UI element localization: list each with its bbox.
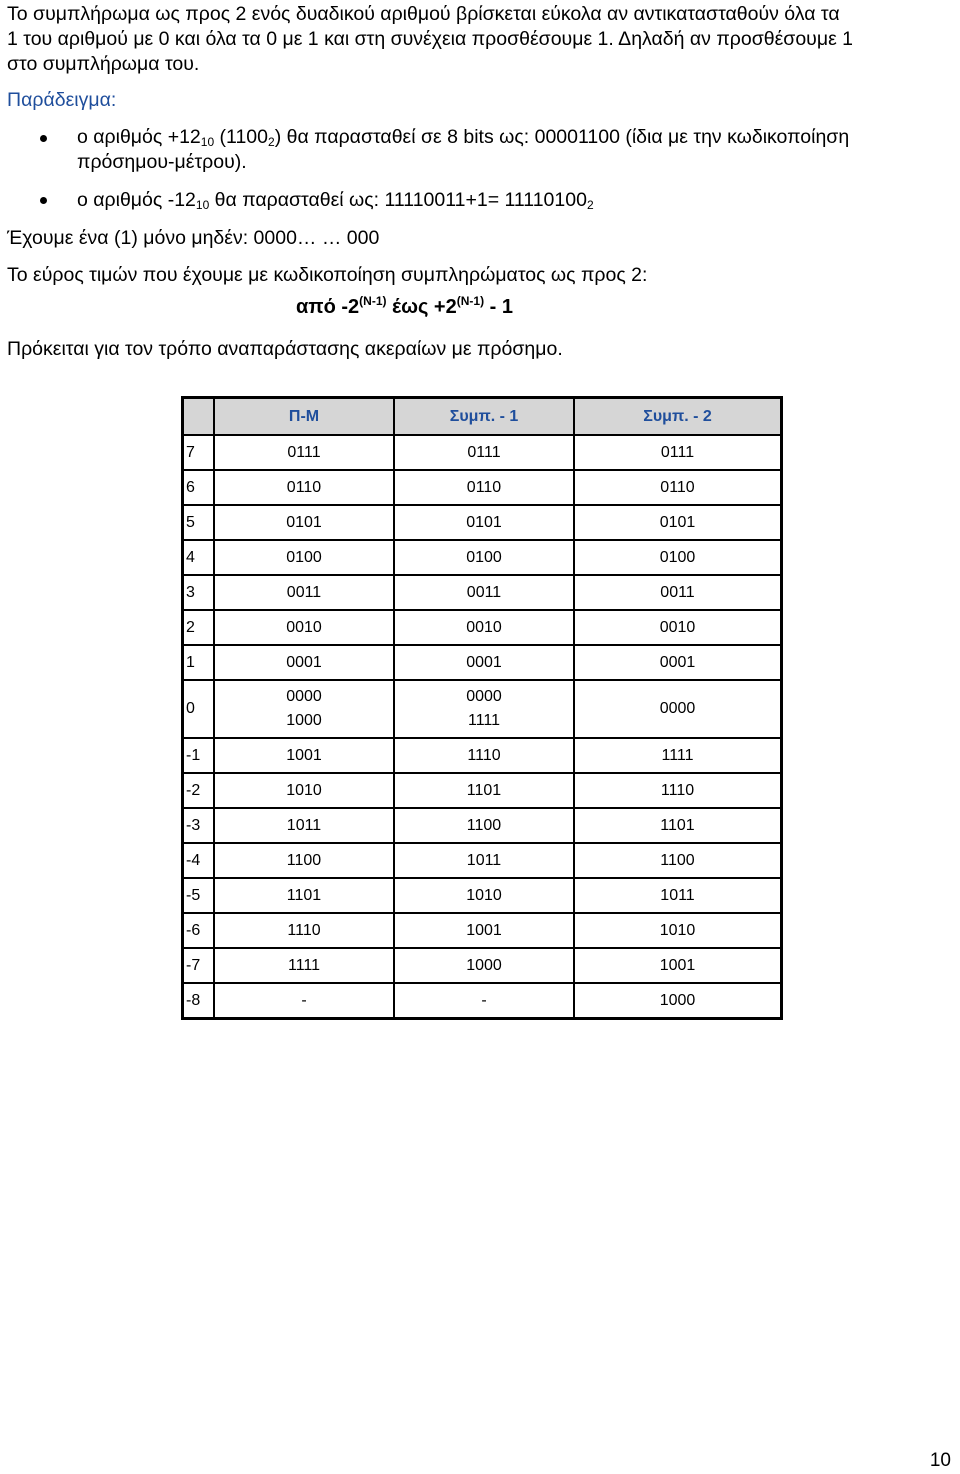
table-cell: [214, 680, 394, 738]
table-row: [183, 435, 782, 470]
table-cell: 1110: [574, 773, 782, 808]
table-cell: [394, 680, 574, 738]
bullet1-subscript-base10: 10: [200, 135, 215, 149]
table-cell: 0001: [214, 645, 394, 680]
table-header-cell: Συμπ. - 2: [574, 398, 782, 436]
table-row: [183, 505, 782, 540]
table-cell: 0001: [574, 645, 782, 680]
table-cell: 0010: [574, 610, 782, 645]
intro-line-1: Το συμπλήρωμα ως προς 2 ενός δυαδικού αριθμού βρίσκεται εύκολα αν αντικατασταθούν όλα τα: [7, 3, 840, 25]
table-row: [183, 680, 782, 738]
formula-exponent-1: (N-1): [359, 294, 387, 308]
table-cell-line: 0000: [286, 688, 322, 705]
example-label: Παράδειγμα:: [7, 89, 117, 111]
table-cell: 0101: [214, 505, 394, 540]
table-cell: -: [394, 983, 574, 1019]
table-cell: 1000: [574, 983, 782, 1019]
table-cell: 0101: [394, 505, 574, 540]
table-body: [183, 398, 782, 1019]
table-row: [183, 878, 782, 913]
table-cell: 1110: [394, 738, 574, 773]
table-cell: 0000: [574, 680, 782, 738]
table-cell: 1110: [214, 913, 394, 948]
table-header-cell: Συμπ. - 1: [394, 398, 574, 436]
range-line: Το εύρος τιμών που έχουμε με κωδικοποίηση συμπληρώματος ως προς 2:: [7, 264, 648, 286]
table-cell: 1100: [574, 843, 782, 878]
table-cell-line: 1000: [286, 712, 322, 729]
single-zero-line: Έχουμε ένα (1) μόνο μηδέν: 0000… … 000: [7, 227, 380, 249]
bullet-item-1-continuation: πρόσημου-μέτρου).: [77, 151, 247, 173]
table-cell: 1011: [574, 878, 782, 913]
table-cell: 0010: [214, 610, 394, 645]
table-row: [183, 470, 782, 505]
table-cell: 1111: [574, 738, 782, 773]
table-cell: 1100: [214, 843, 394, 878]
table-cell: 1101: [394, 773, 574, 808]
table-row: [183, 808, 782, 843]
table-cell: 0011: [394, 575, 574, 610]
table-cell-line: 1111: [467, 712, 501, 729]
table-cell: 1001: [574, 948, 782, 983]
table-row-value: -6: [183, 913, 215, 948]
table-row: [183, 983, 782, 1019]
table-row-value: 5: [183, 505, 215, 540]
table-row-value: 1: [183, 645, 215, 680]
table-cell: 1010: [394, 878, 574, 913]
table-row: [183, 610, 782, 645]
table-cell: 0100: [394, 540, 574, 575]
formula-part-2: έως +2: [386, 296, 457, 318]
table-row: [183, 948, 782, 983]
table-header-cell: Π-Μ: [214, 398, 394, 436]
table-cell: 0100: [214, 540, 394, 575]
formula-part-1: από -2: [296, 296, 360, 318]
table-cell: 0011: [574, 575, 782, 610]
table-row-value: 6: [183, 470, 215, 505]
bullet2-subscript-base10: 10: [195, 198, 210, 212]
range-formula: [296, 296, 513, 319]
table-cell: 1101: [214, 878, 394, 913]
table-row-value: -7: [183, 948, 215, 983]
table-cell: 0110: [214, 470, 394, 505]
table-cell: 0111: [394, 435, 574, 470]
formula-part-3: - 1: [484, 296, 513, 318]
table-row-value: -3: [183, 808, 215, 843]
table-cell: 0010: [394, 610, 574, 645]
table-cell: 1011: [214, 808, 394, 843]
table-cell: 1101: [574, 808, 782, 843]
bullet1-text-mid: (1100: [214, 126, 268, 148]
table-cell: 1001: [214, 738, 394, 773]
table-cell: 0110: [574, 470, 782, 505]
table-cell: 1000: [394, 948, 574, 983]
bullet-item-2: [77, 188, 594, 212]
table-header-row: [183, 398, 782, 436]
table-row-value: -2: [183, 773, 215, 808]
formula-exponent-2: (N-1): [456, 294, 485, 308]
table-row-value: 0: [183, 680, 215, 738]
table-row: [183, 540, 782, 575]
table-cell: -: [214, 983, 394, 1019]
table-cell: 1010: [214, 773, 394, 808]
table-row-value: 2: [183, 610, 215, 645]
table-row: [183, 645, 782, 680]
table-cell: 0111: [214, 435, 394, 470]
bullet-dot-icon: [40, 197, 47, 204]
table-cell: 0001: [394, 645, 574, 680]
table-row-value: -4: [183, 843, 215, 878]
table-row: [183, 575, 782, 610]
table-header-cell: [183, 398, 215, 436]
table-cell: 1111: [214, 948, 394, 983]
bullet2-text-pre: ο αριθμός -12: [77, 189, 196, 211]
closing-line: Πρόκειται για τον τρόπο αναπαράστασης ακεραίων με πρόσημο.: [7, 338, 563, 360]
table-row-value: -1: [183, 738, 215, 773]
table-cell: 0110: [394, 470, 574, 505]
bullet1-text-pre: ο αριθμός +12: [77, 126, 201, 148]
page-number: 10: [929, 1450, 951, 1471]
bullet-dot-icon: [40, 135, 47, 142]
intro-line-3: στο συμπλήρωμα του.: [7, 53, 200, 75]
bullet1-subscript-base2: 2: [268, 135, 275, 149]
table-row: [183, 913, 782, 948]
table-row: [183, 738, 782, 773]
bullet2-subscript-base2: 2: [586, 198, 594, 212]
table-row-value: 7: [183, 435, 215, 470]
table-cell: 1011: [394, 843, 574, 878]
table-cell: 0011: [214, 575, 394, 610]
table-row-value: -5: [183, 878, 215, 913]
bullet-item-1: [77, 125, 849, 149]
bullet2-text-post: θα παρασταθεί ως: 11110011+1= 11110100: [209, 189, 587, 211]
table-row-value: 3: [183, 575, 215, 610]
table-cell: 1100: [394, 808, 574, 843]
table-row: [183, 773, 782, 808]
encoding-comparison-table: [181, 396, 783, 1020]
table-cell: 0101: [574, 505, 782, 540]
table-cell: 0111: [574, 435, 782, 470]
table-row-value: 4: [183, 540, 215, 575]
table-cell-line: 0000: [466, 688, 502, 705]
intro-line-2: 1 του αριθμού με 0 και όλα τα 0 με 1 και στη συνέχεια προσθέσουμε 1. Δηλαδή αν προσθέσουμε 1: [7, 28, 854, 50]
bullet1-text-post: ) θα παρασταθεί σε 8 bits ως: 00001100 (ίδια με την κωδικοποίηση: [274, 126, 850, 148]
table-cell: 0100: [574, 540, 782, 575]
table-row: [183, 843, 782, 878]
table-cell: 1010: [574, 913, 782, 948]
table-cell: 1001: [394, 913, 574, 948]
table-row-value: -8: [183, 983, 215, 1019]
